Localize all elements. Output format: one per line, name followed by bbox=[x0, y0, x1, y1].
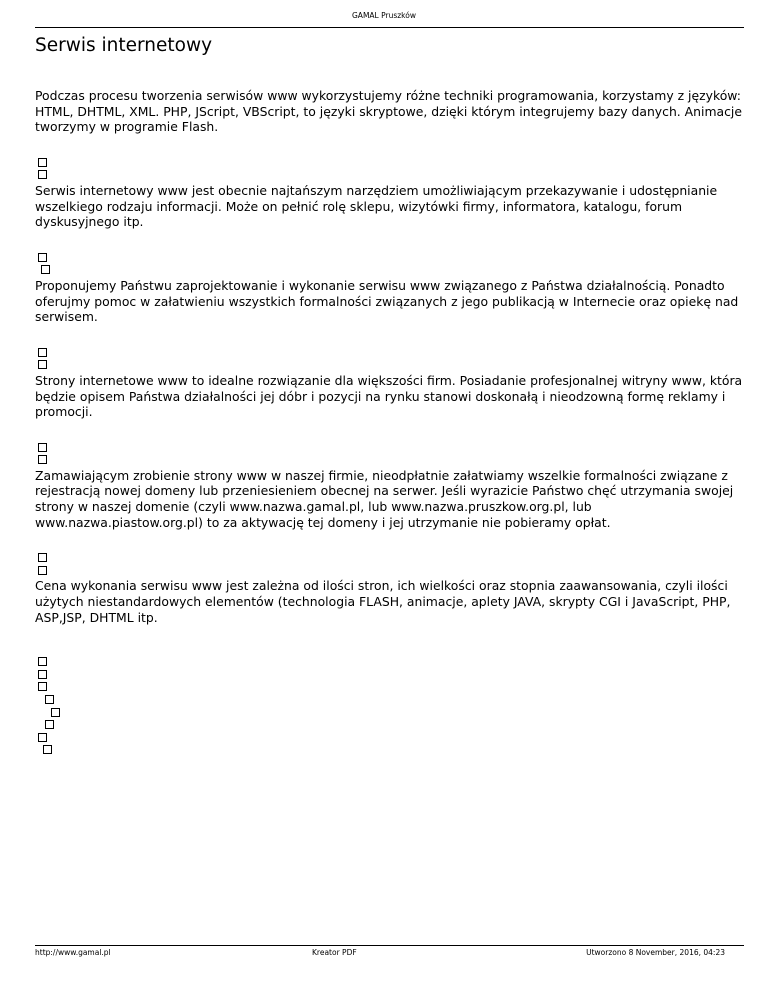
paragraph-intro: Podczas procesu tworzenia serwisów www wykorzystujemy różne techniki programowania, korzystamy z języków: HTML, DHTML, XML. PHP, JScript, VBScript, to języki skryptowe, dzięki którym integrujemy bazy danych. Animacje tworzymy w programie Flash. bbox=[35, 88, 742, 135]
article-body bbox=[35, 88, 747, 758]
header-title: GAMAL Pruszków bbox=[352, 11, 416, 20]
footer-divider bbox=[35, 945, 744, 946]
missing-glyph-box-icon bbox=[41, 265, 50, 274]
missing-glyph-box-icon bbox=[45, 720, 54, 729]
missing-glyph-box-icon bbox=[45, 695, 54, 704]
missing-glyph-box-icon bbox=[38, 670, 47, 679]
missing-glyph-box-icon bbox=[51, 708, 60, 717]
missing-glyph-box-icon bbox=[38, 733, 47, 742]
missing-glyph-box-icon bbox=[38, 566, 47, 575]
missing-glyph-box-icon bbox=[38, 348, 47, 357]
missing-glyph-box-icon bbox=[38, 682, 47, 691]
missing-glyph-box-icon bbox=[43, 745, 52, 754]
paragraph-benefits: Strony internetowe www to idealne rozwiązanie dla większości firm. Posiadanie profesjonalnej witryny www, która będzie opisem Państwa działalności jej dóbr i pozycji na rynku stanowi doskonałą i nieodzowną formę reklamy i promocji. bbox=[35, 372, 743, 420]
header-divider bbox=[35, 27, 744, 28]
paragraph-domain: Zamawiającym zrobienie strony www w naszej firmie, nieodpłatnie załatwiamy wszelkie formalności związane z rejestracją nowej domeny lub przeniesieniem obecnej na serwer. Jeśli wyrazicie Państwo chęć utrzymania swojej strony w naszej domenie (czyli www.nazwa.gamal.pl, lub www.nazwa.pruszkow.org.pl, lub www.nazwa.piastow.org.pl) to za aktywację tej domeny i jej utrzymanie nie pobieramy opłat. bbox=[35, 467, 734, 530]
missing-glyph-box-icon bbox=[38, 553, 47, 562]
missing-glyph-box-icon bbox=[38, 657, 47, 666]
footer-url: http://www.gamal.pl bbox=[35, 948, 111, 957]
footer-generator: Kreator PDF bbox=[312, 948, 357, 957]
missing-glyph-box-icon bbox=[38, 443, 47, 452]
paragraph-offer: Proponujemy Państwu zaprojektowanie i wykonanie serwisu www związanego z Państwa działalnością. Ponadto oferujmy pomoc w załatwieniu wszystkich formalności związanych z jego publikacją w Internecie oraz opiekę nad serwisem. bbox=[35, 277, 739, 325]
footer-created: Utworzono 8 November, 2016, 04:23 bbox=[586, 948, 725, 957]
missing-glyph-box-icon bbox=[38, 170, 47, 179]
missing-glyph-box-icon bbox=[38, 253, 47, 262]
missing-glyph-box-icon bbox=[38, 360, 47, 369]
paragraph-pricing: Cena wykonania serwisu www jest zależna od ilości stron, ich wielkości oraz stopnia zaawansowania, czyli ilości użytych niestandardowych elementów (technologia FLASH, animacje, aplety JAVA, skrypty CGI i JavaScript, PHP, ASP,JSP, DHTML itp. bbox=[35, 578, 731, 625]
missing-glyph-box-icon bbox=[38, 455, 47, 464]
paragraph-description: Serwis internetowy www jest obecnie najtańszym narzędziem umożliwiającym przekazywanie i udostępnianie wszelkiego rodzaju informacji. Może on pełnić rolę sklepu, wizytówki firmy, informatora, katalogu, forum dyskusyjnego itp. bbox=[35, 182, 718, 230]
missing-glyph-box-icon bbox=[38, 158, 47, 167]
page-title: Serwis internetowy bbox=[35, 35, 213, 56]
